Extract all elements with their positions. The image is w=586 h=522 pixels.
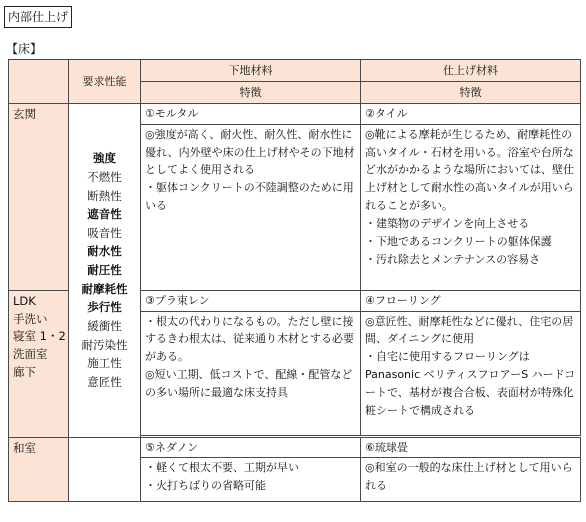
- description-line: ・根太の代わりになるもの。ただし壁に接するきわ根太は、従来通り木材とする必要がある。: [145, 314, 354, 364]
- room-cell-ldk: [9, 290, 69, 437]
- finish-material-description: [361, 311, 581, 435]
- requirement-item: 不燃性: [87, 169, 122, 184]
- description-line: ◎靴による摩耗が生じるため、耐摩耗性の高いタイル・石材を用いる。浴室や台所など水がかかるような場所においては、壁仕上げ材として耐水性の高いタイルが用いられることが多い。: [365, 127, 574, 213]
- room-label: 洗面室: [13, 347, 48, 362]
- description-line: ・汚れ除去とメンテナンスの容易さ: [365, 252, 541, 266]
- section-label: 【床】: [6, 42, 43, 56]
- base-material-description: [141, 458, 361, 502]
- finish-material-name: ⑥琉球畳: [361, 437, 581, 458]
- header-base-material: 下地材料: [141, 60, 361, 82]
- room-label: 手洗い: [13, 311, 48, 326]
- room-label: 和室: [13, 440, 36, 455]
- base-material-description: [141, 311, 361, 435]
- finish-material-description: [361, 458, 581, 502]
- description-line: ・火打ちばりの省略可能: [145, 479, 266, 493]
- requirement-item: 耐汚染性: [81, 337, 128, 352]
- requirement-item: 施工性: [87, 356, 122, 371]
- room-label: 廊下: [13, 365, 36, 380]
- base-material-name: ③プラ束レン: [141, 290, 361, 311]
- room-cell-entrance: [9, 104, 69, 291]
- header-finish-material: 仕上げ材料: [361, 60, 581, 82]
- description-line: ・建築物のデザインを向上させる: [365, 216, 530, 230]
- requirement-item: 耐摩耗性: [81, 281, 128, 296]
- room-cell-washitsu: [9, 437, 69, 502]
- requirement-item: 歩行性: [87, 300, 122, 315]
- requirement-item: 耐圧性: [87, 263, 122, 277]
- room-label: 玄関: [13, 107, 36, 121]
- header-finish-feature: 特徴: [361, 82, 581, 104]
- page-title: 内部仕上げ: [4, 6, 72, 28]
- room-label: LDK: [13, 293, 36, 308]
- description-line: ◎意匠性、耐摩耗性などに優れ、住宅の居間、ダイニングに使用: [365, 314, 574, 346]
- requirement-item: 遮音性: [87, 207, 122, 222]
- finish-material-name: ④フローリング: [361, 290, 581, 311]
- description-line: ◎短い工期、低コストで、配線・配管などの多い場所に最適な床支持具: [145, 368, 353, 399]
- requirement-item: 耐水性: [87, 244, 122, 259]
- requirement-list: [69, 104, 141, 438]
- requirement-item: 吸音性: [87, 225, 122, 240]
- requirement-item: 断熱性: [87, 188, 122, 203]
- header-requirement: 要求性能: [69, 60, 141, 104]
- header-corner-cell: [9, 60, 69, 104]
- requirement-item: 意匠性: [87, 374, 122, 389]
- description-line: ◎和室の一般的な床仕上げ材として用いられる: [365, 461, 573, 493]
- header-base-feature: 特徴: [141, 82, 361, 104]
- description-line: ◎強度が高く、耐火性、耐久性、耐水性に優れ、内外壁や床の仕上げ材やその下地材としてよく使用される: [145, 127, 355, 177]
- finish-material-description: [361, 124, 581, 290]
- requirement-item: 緩衝性: [87, 318, 122, 333]
- base-material-description: [141, 124, 361, 290]
- floor-finish-table: [8, 59, 581, 502]
- requirement-empty-cell: [69, 437, 141, 502]
- base-material-name: ⑤ネダノン: [141, 437, 361, 458]
- finish-material-name: ②タイル: [361, 104, 581, 125]
- description-line: ・自宅に使用するフローリングはPanasonic ベリティスフロアーS ハードコートで、基材が複合合板、表面材が特殊化粧シートで構成される: [365, 350, 576, 417]
- description-line: ・躯体コンクリートの不陸調整のために用いる: [145, 181, 354, 213]
- requirement-item: 強度: [93, 151, 116, 166]
- room-label: 寝室 1・2: [13, 329, 66, 344]
- base-material-name: ①モルタル: [141, 104, 361, 125]
- description-line: ・軽くて根太不要、工期が早い: [145, 461, 299, 475]
- description-line: ・下地であるコンクリートの躯体保護: [365, 234, 552, 248]
